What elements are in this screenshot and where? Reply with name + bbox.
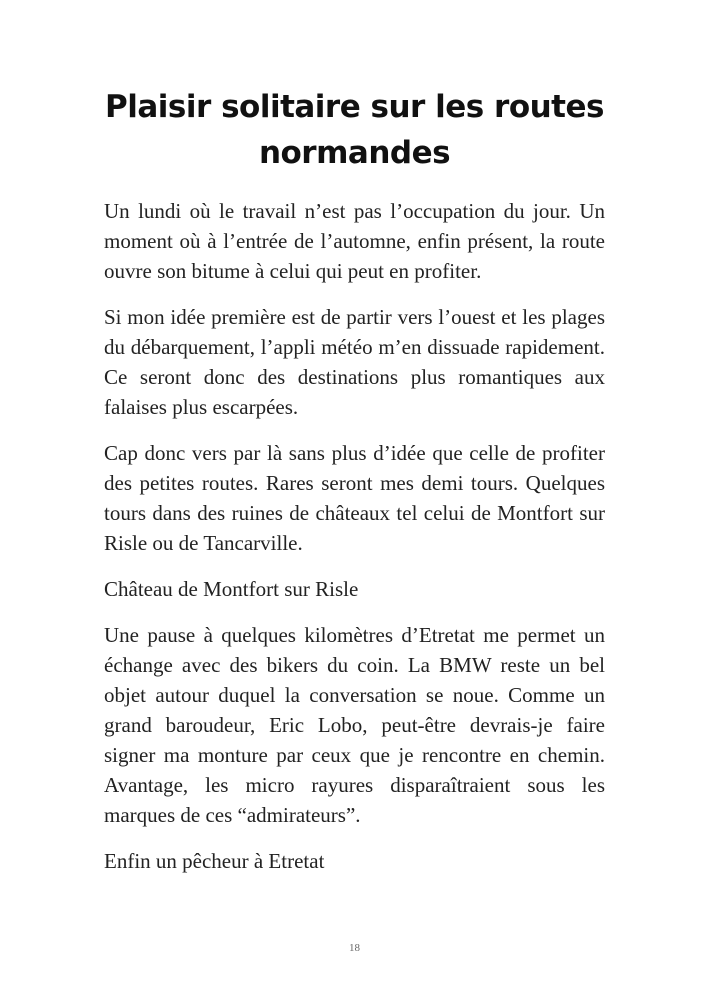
page-number: 18 — [349, 942, 360, 954]
photo-caption-montfort: Château de Montfort sur Risle — [104, 577, 359, 601]
article-body — [104, 196, 605, 892]
paragraph-weather: Si mon idée première est de partir vers l’ouest et les plages du débarquement, l’appli météo m’en dissuade rapidement. Ce seront donc des destinations plus romantiques aux falaises plus escarpées. — [104, 305, 605, 419]
paragraph-route: Cap donc vers par là sans plus d’idée que celle de profiter des petites routes. Rares seront mes demi tours. Quelques tours dans des ruines de châteaux tel celui de Montfort sur Risle ou de Tancarville. — [104, 441, 605, 555]
photo-caption-etretat: Enfin un pêcheur à Etretat — [104, 849, 325, 873]
paragraph-intro: Un lundi où le travail n’est pas l’occupation du jour. Un moment où à l’entrée de l’automne, enfin présent, la route ouvre son bitume à celui qui peut en profiter. — [104, 199, 605, 283]
paragraph-bikers: Une pause à quelques kilomètres d’Etretat me permet un échange avec des bikers du coin. La BMW reste un bel objet autour duquel la conversation se noue. Comme un grand baroudeur, Eric Lobo, peut-être devrais-je faire signer ma monture par ceux que je rencontre en chemin. Avantage, les micro rayures disparaîtraient sous les marques de ces “admirateurs”. — [104, 623, 605, 827]
page-title: Plaisir solitaire sur les routes normandes — [105, 89, 604, 171]
